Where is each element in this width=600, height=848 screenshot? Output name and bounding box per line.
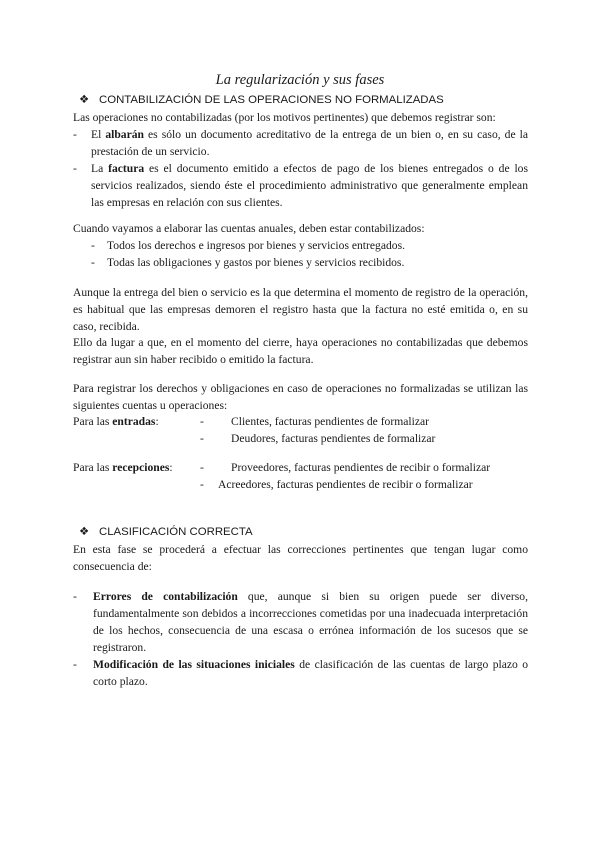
term-errores: Errores de contabilización [93, 590, 238, 603]
dash-bullet: - [73, 162, 77, 175]
annual-accounts-list [73, 237, 528, 271]
document-title: La regularización y sus fases [215, 72, 385, 88]
section1-intro: Las operaciones no contabilizadas (por los motivos pertinentes) que debemos registrar son: [73, 111, 496, 124]
paragraph-accounts: Para registrar los derechos y obligaciones en caso de operaciones no formalizadas se utilizan las siguientes cuentas u operaciones: [73, 382, 528, 412]
dash-bullet: - [73, 128, 77, 141]
section2-intro: En esta fase se procederá a efectuar las correcciones pertinentes que tengan lugar como consecuencia de: [73, 543, 528, 573]
dash-bullet: - [73, 590, 77, 603]
account-row [73, 413, 528, 430]
term-modificacion: Modificación de las situaciones iniciales [93, 658, 295, 671]
list-item: - Modificación de las situaciones iniciales de clasificación de las cuentas de largo plazo o corto plazo. [73, 658, 529, 688]
account-name: Proveedores, facturas pendientes de recibir o formalizar [231, 461, 491, 474]
term-factura: factura [108, 162, 145, 175]
dash-bullet: - [73, 658, 77, 671]
paragraph-closing: Ello da lugar a que, en el momento del cierre, haya operaciones no contabilizadas que debemos registrar aun sin haber recibido o emitido la factura. [73, 336, 528, 366]
diamond-bullet-icon: ❖ [79, 526, 90, 538]
list-item: - Todos los derechos e ingresos por bienes y servicios entregados. [91, 239, 405, 252]
dash-bullet: - [200, 415, 204, 428]
account-name: Deudores, facturas pendientes de formalizar [231, 432, 436, 445]
list-item: - El albarán es sólo un documento acreditativo de la entrega de un bien o, en su caso, de la prestación de un servicio. [73, 128, 529, 158]
section1-heading-text: CONTABILIZACIÓN DE LAS OPERACIONES NO FORMALIZADAS [99, 94, 444, 106]
list-item: - Todas las obligaciones y gastos por bienes y servicios recibidos. [91, 256, 405, 269]
entradas-label: Para las entradas: [73, 415, 159, 428]
recepciones-label: Para las recepciones: [73, 461, 173, 474]
section2-list [73, 588, 528, 690]
term-albaran: albarán [105, 128, 144, 141]
section2-heading [73, 524, 528, 541]
paragraph-delivery: Aunque la entrega del bien o servicio es la que determina el momento de registro de la operación, es habitual que las empresas demoren el registro hasta que la factura no esté emitida o, en su caso, recibida. [73, 286, 528, 333]
section2-heading-text: CLASIFICACIÓN CORRECTA [99, 526, 253, 538]
dash-bullet: - [91, 239, 95, 252]
dash-bullet: - [91, 256, 95, 269]
dash-bullet: - [200, 461, 204, 474]
account-row [73, 459, 528, 476]
dash-bullet: - [200, 478, 204, 491]
annual-accounts-intro: Cuando vayamos a elaborar las cuentas anuales, deben estar contabilizados: [73, 222, 425, 235]
list-item: - La factura es el documento emitido a efectos de pago de los bienes entregados o de los servicios realizados, siendo éste el procedimiento administrativo que generalmente emplean las empresas en relación con sus clientes. [73, 162, 528, 209]
section1-doc-list [73, 126, 528, 211]
account-row [73, 476, 528, 493]
recepciones-block [73, 459, 528, 493]
account-name: Clientes, facturas pendientes de formalizar [231, 415, 429, 428]
entradas-block [73, 413, 528, 447]
list-item: - Errores de contabilización que, aunque si bien su origen puede ser diverso, fundamentalmente son debidos a incorrecciones cometidas por una inadecuada interpretación de los hechos, consecuencia de una escasa o errónea información de los sucesos que se registraron. [73, 590, 528, 654]
section1-heading [73, 92, 528, 109]
account-row [73, 430, 528, 447]
account-name: Acreedores, facturas pendientes de recibir o formalizar [218, 478, 473, 491]
diamond-bullet-icon: ❖ [79, 94, 90, 106]
dash-bullet: - [200, 432, 204, 445]
